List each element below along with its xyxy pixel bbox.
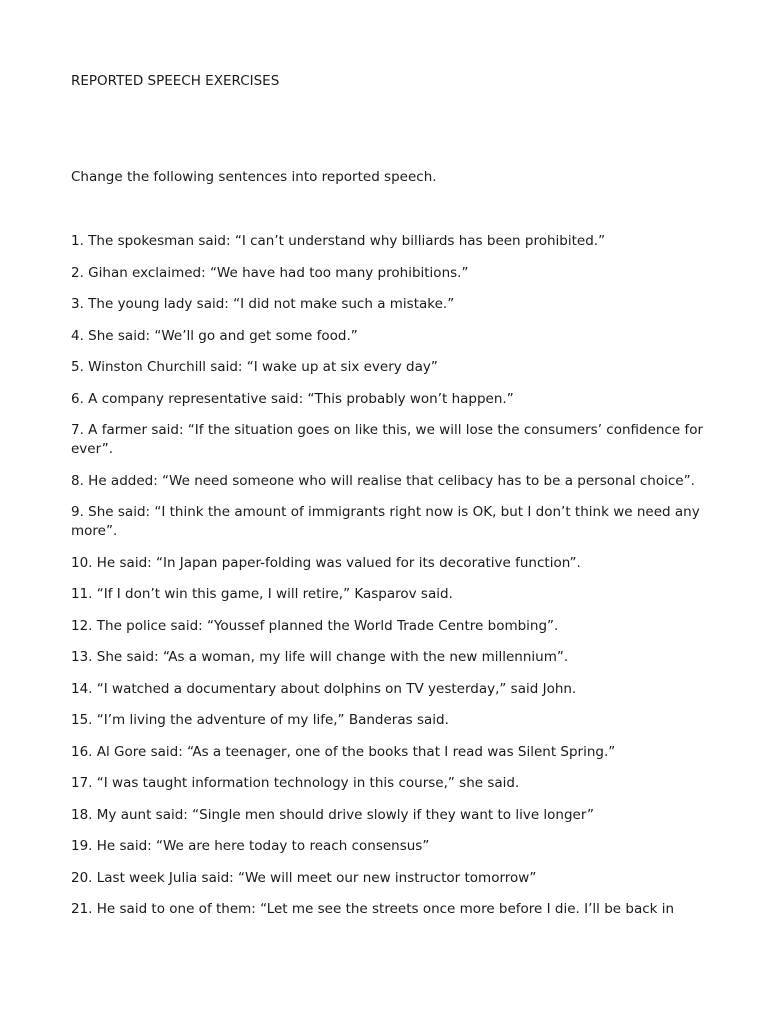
exercise-item: 17. “I was taught information technology in this course,” she said. [71, 775, 520, 791]
exercise-item: 21. He said to one of them: “Let me see the streets once more before I die. I’ll be back in [71, 901, 675, 917]
exercise-item: 13. She said: “As a woman, my life will change with the new millennium”. [71, 649, 569, 665]
exercise-item: 12. The police said: “Youssef planned the World Trade Centre bombing”. [71, 617, 559, 634]
exercise-item: 2. Gihan exclaimed: “We have had too many prohibitions.” [71, 264, 469, 281]
exercise-item: 7. A farmer said: “If the situation goes on like this, we will lose the consumers’ confidence for ever”. [71, 422, 704, 457]
exercise-item: 3. The young lady said: “I did not make such a mistake.” [71, 296, 455, 312]
exercise-item: 19. He said: “We are here today to reach consensus” [71, 838, 430, 854]
exercise-item: 9. She said: “I think the amount of immigrants right now is OK, but I don’t think we need any more”. [71, 504, 700, 539]
exercise-item: 8. He added: “We need someone who will realise that celibacy has to be a personal choice”. [71, 472, 695, 489]
exercise-item: 6. A company representative said: “This probably won’t happen.” [71, 390, 514, 407]
exercise-list [71, 232, 711, 932]
exercise-item: 14. “I watched a documentary about dolphins on TV yesterday,” said John. [71, 680, 577, 697]
exercise-item: 1. The spokesman said: “I can’t understand why billiards has been prohibited.” [71, 233, 606, 249]
exercise-item: 5. Winston Churchill said: “I wake up at six every day” [71, 359, 438, 375]
exercise-item: 11. “If I don’t win this game, I will retire,” Kasparov said. [71, 586, 453, 602]
exercise-item: 4. She said: “We’ll go and get some food.” [71, 327, 358, 344]
exercise-item: 18. My aunt said: “Single men should drive slowly if they want to live longer” [71, 806, 594, 823]
exercise-item: 10. He said: “In Japan paper-folding was valued for its decorative function”. [71, 554, 581, 571]
exercise-item: 16. Al Gore said: “As a teenager, one of the books that I read was Silent Spring.” [71, 743, 616, 760]
exercise-item: 15. “I’m living the adventure of my life,” Banderas said. [71, 712, 449, 728]
instruction-text: Change the following sentences into reported speech. [71, 169, 437, 185]
document-title: REPORTED SPEECH EXERCISES [71, 73, 280, 89]
exercise-item: 20. Last week Julia said: “We will meet our new instructor tomorrow” [71, 869, 537, 886]
